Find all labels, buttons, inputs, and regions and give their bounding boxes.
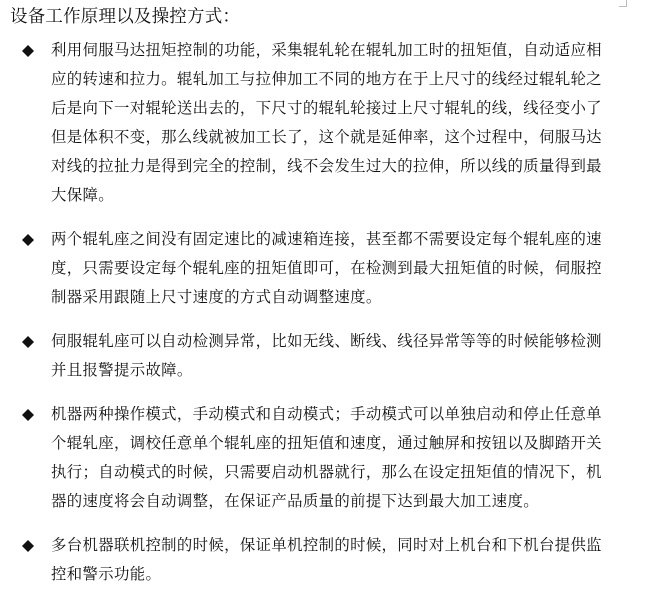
diamond-bullet-icon	[22, 336, 34, 348]
diamond-bullet-icon	[22, 234, 34, 246]
list-item	[0, 400, 612, 516]
section-heading: 设备工作原理以及操控方式：	[10, 7, 241, 27]
list-item	[0, 531, 612, 589]
list-item-text: 两个辊轧座之间没有固定速比的减速箱连接，甚至都不需要设定每个辊轧座的速度，只需要设定每个辊轧座的扭矩值即可，在检测到最大扭矩值的时候，伺服控制器采用跟随上尺寸速度的方式自动调整速度。	[51, 230, 602, 306]
diamond-bullet-icon	[22, 409, 34, 421]
list-item	[0, 36, 612, 210]
list-item-text: 机器两种操作模式，手动模式和自动模式；手动模式可以单独启动和停止任意单个辊轧座，调校任意单个辊轧座的扭矩值和速度，通过触屏和按钮以及脚踏开关执行；自动模式的时候，只需要启动机器就行，那么在设定扭矩值的情况下，机器的速度将会自动调整，在保证产品质量的前提下达到最大加工速度。	[51, 405, 602, 510]
diamond-bullet-icon	[22, 540, 34, 552]
list-item	[0, 327, 612, 385]
crop-mark	[619, 6, 627, 7]
list-item-text: 利用伺服马达扭矩控制的功能，采集辊轧轮在辊轧加工时的扭矩值，自动适应相应的转速和拉力。辊轧加工与拉伸加工不同的地方在于上尺寸的线经过辊轧轮之后是向下一对辊轮送出去的，下尺寸的辊轧轮接过上尺寸辊轧的线，线径变小了但是体积不变，那么线就被加工长了，这个就是延伸率，这个过程中，伺服马达对线的拉扯力是得到完全的控制，线不会发生过大的拉伸，所以线的质量得到最大保障。	[51, 41, 602, 204]
list-item-text: 多台机器联机控制的时候，保证单机控制的时候，同时对上机台和下机台提供监控和警示功能。	[51, 536, 602, 583]
diamond-bullet-icon	[22, 45, 34, 57]
principle-list	[0, 36, 647, 589]
list-item	[0, 225, 612, 312]
list-item-text: 伺服辊轧座可以自动检测异常，比如无线、断线、线径异常等等的时候能够检测并且报警提示故障。	[51, 332, 602, 379]
